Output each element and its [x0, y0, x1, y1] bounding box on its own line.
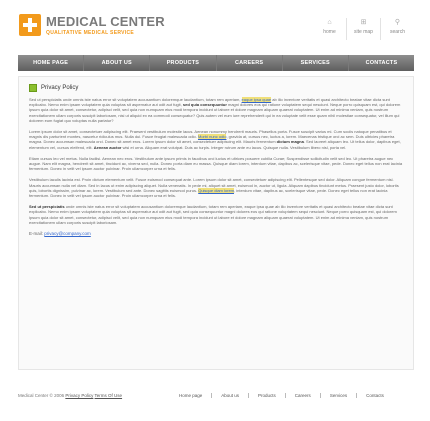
bold-text: Aenean auctor	[93, 144, 122, 150]
top-link-label: search	[389, 29, 405, 35]
footer-link-services[interactable]: Services	[320, 393, 356, 398]
top-link-label: site map	[354, 29, 373, 35]
bold-text: dictum magna	[276, 139, 304, 145]
nav-products[interactable]: PRODUCTS	[150, 55, 216, 71]
text-segment: magni dolores eos qui ratione voluptatem sequi nesciunt. Neque porro quisquam est, qui dolorem ipsum quia dolor sit amet, consectetur, adipisci velit, sed quia non numquam eius modi tempora incidunt ut labore et dolore magnam aliquam quaerat voluptatem. Ut enim ad minima veniam, quis nostrum exercitationem ullam corporis suscipit laboriosam, nisi ut aliquid ex ea commodi consequatur? Quis autem vel eum iure reprehenderit qui in ea voluptate velit esse quam nihil molestiae consequatur, vel illum qui dolorem eum fugiat quo voluptas nulla pariatur?	[29, 102, 401, 123]
footer-copyright	[18, 393, 122, 398]
highlighted-link[interactable]: Quisque diam lorem	[198, 187, 234, 193]
privacy-policy-link[interactable]: Privacy Policy	[65, 393, 94, 398]
footer-link-careers[interactable]: Careers	[285, 393, 320, 398]
text-segment: . Sed laoreet aliquam leo. Ut tellus dolor, dapibus eget, elementum vel, cursus eleifend, elit.	[29, 139, 401, 150]
bullet-square-icon	[29, 84, 37, 92]
brand-tagline: QUALITATIVE MEDICAL SERVICE	[46, 30, 135, 36]
footer-link-products[interactable]: Products	[248, 393, 285, 398]
bold-text: Sed ut perspiciatis	[29, 204, 65, 210]
footer	[18, 392, 414, 402]
footer-links	[170, 393, 393, 398]
text-segment: Sed ut perspiciatis unde omnis iste natus error sit voluptatem accusantium doloremque laudantium, totam rem aperiam,	[29, 97, 242, 102]
bold-text: sed quia consequuntur	[182, 102, 227, 108]
footer-link-home-page[interactable]: Home page	[179, 393, 203, 398]
sitemap-icon: ⊞	[360, 19, 367, 26]
terms-of-use-link[interactable]: Terms Of Use	[94, 393, 123, 398]
brand-name[interactable]: MEDICAL CENTER	[46, 14, 165, 29]
page-title: Privacy Policy	[41, 85, 79, 91]
text-segment: ab illo inventore veritatis et quasi architecto beatae vitae dicta sunt explicabo. Nemo enim ipsam voluptatem quia voluptas sit aspernatur aut odit aut fugit,	[29, 97, 390, 108]
email-line	[29, 231, 403, 236]
text-segment: unde omnis iste natus error sit voluptatem accusantium doloremque laudantium, totam rem aperiam, eaque ipsa quae ab illo inventore veritatis et quasi architecto beatae vitae dicta sunt explicabo. Nemo enim ipsam voluptatem quia voluptas sit aspernatur aut odit aut fugit, sed quia consequuntur magni dolores eos qui ratione voluptatem sequi nesciunt. Neque porro quisquam est, qui dolorem ipsum quia dolor sit amet, consectetur, adipisci velit, sed quia non numquam eius modi tempora incidunt ut labore et dolore magnam aliquam quaerat voluptatem. Ut enim ad minima veniam, quis nostrum exercitationem ullam corporis suscipit laboriosam.	[29, 204, 397, 225]
header	[0, 0, 430, 50]
policy-text	[29, 97, 403, 236]
nav-home-page[interactable]: HOME PAGE	[18, 55, 84, 71]
paragraph	[29, 204, 403, 225]
text-segment: wisi et urna. Aliquam erat volutpat. Duis ac turpis. Integer rutrum ante eu lacus. Quisque nulla. Vestibulum libero nisl, porta vel.	[121, 144, 347, 150]
highlighted-link[interactable]: eaque ipsa quae	[241, 97, 272, 102]
nav-contacts[interactable]: CONTACTS	[365, 60, 398, 66]
top-link-label: home	[323, 29, 336, 35]
home-icon: ⌂	[327, 19, 332, 26]
top-links	[313, 18, 414, 40]
email-label: E-mail:	[29, 231, 44, 237]
top-link-home[interactable]	[313, 18, 346, 40]
paragraph	[29, 97, 403, 123]
highlighted-link[interactable]: Morbi nunc odio	[197, 134, 227, 140]
page-title-row	[29, 84, 78, 92]
text-segment: Etiam cursus leo vel metus. Nulla facilisi. Aenean nec eros. Vestibulum ante ipsum primis in faucibus orci luctus et ultrices posuere cubilia Curae; Suspendisse sollicitudin velit sed leo. Ut pharetra augue nec augue. Nam elit magna, hendrerit sit amet, tincidunt ac, viverra sed, nulla. Donec porta diam eu massa. Quisque diam lorem, interdum vitae, dapibus ac, scelerisque vitae, pede. Donec eget tellus non erat lacinia fermentum. Donec in velit vel ipsum auctor pulvinar. Proin ullamcorper urna et felis.	[29, 155, 403, 172]
content-panel	[18, 76, 414, 370]
logo-cross-horizontal	[23, 23, 37, 27]
text-segment: , gravida at, cursus nec, luctus a, lorem. Maecenas tristique orci ac sem. Duis ultricies pharetra magna. Donec accumsan malesuada orci. Donec sit amet eros. Lorem ipsum dolor sit amet, consectetuer adipiscing elit. Mauris fermentum	[29, 134, 395, 145]
footer-link-contacts[interactable]: Contacts	[356, 393, 393, 398]
medical-cross-logo-icon[interactable]	[19, 14, 41, 36]
paragraph	[29, 177, 403, 198]
nav-about-us[interactable]: ABOUT US	[84, 55, 150, 71]
text-segment: Lorem ipsum dolor sit amet, consectetuer adipiscing elit. Praesent vestibulum molestie lacus. Aenean nonummy hendrerit mauris. Phasellus porta. Fusce suscipit varius mi. Cum sociis natoque penatibus et magnis dis parturient montes, nascetur ridiculus mus. Nulla dui. Fusce feugiat malesuada odio.	[29, 129, 392, 140]
main-navigation	[18, 55, 414, 71]
nav-careers[interactable]: CAREERS	[217, 55, 283, 71]
text-segment: Vestibulum iaculis lacinia est. Proin dictum elementum velit. Fusce euismod consequat ante. Lorem ipsum dolor sit amet, consectetuer adipiscing elit. Pellentesque sed dolor. Aliquam congue fermentum nisl. Mauris accumsan nulla vel diam. Sed in lacus ut enim adipiscing aliquet. Nulla venenatis. In pede mi, aliquet sit amet, euismod in, auctor ut, ligula. Aliquam dapibus tincidunt metus. Praesent justo dolor, lobortis quis, lobortis dignissim, pulvinar ac, lorem. Vestibulum sed ante. Donec sagittis euismod purus.	[29, 177, 399, 193]
nav-services[interactable]: SERVICES	[283, 55, 349, 71]
text-segment: , interdum vitae, dapibus ac, scelerisque vitae, pede. Donec eget tellus non erat lacinia fermentum. Donec in velit vel ipsum auctor pulvinar. Proin ullamcorper urna et felis.	[29, 187, 388, 199]
top-link-site-map[interactable]	[346, 18, 380, 40]
search-icon: ⚲	[394, 19, 401, 26]
footer-link-about-us[interactable]: About us	[211, 393, 248, 398]
email-link[interactable]: privacy@company.com	[44, 231, 91, 237]
paragraph	[29, 156, 403, 172]
copyright-text: Medical Center © 2006	[18, 393, 65, 398]
paragraph	[29, 129, 403, 150]
top-link-search[interactable]	[380, 18, 414, 40]
